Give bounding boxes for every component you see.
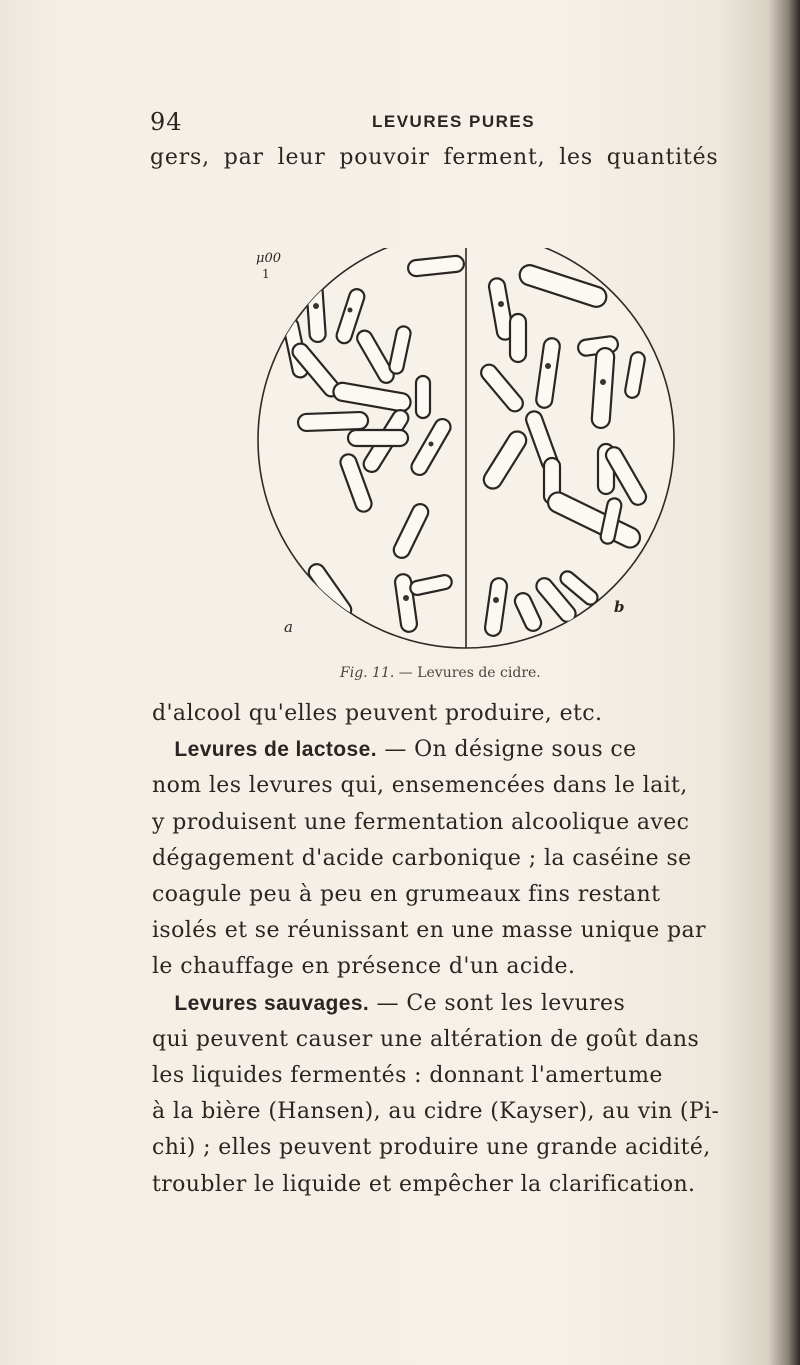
text-line: dégagement d'acide carbonique ; la caséine se: [152, 845, 692, 871]
continuation-line: gers, par leur pouvoir ferment, les quantités: [150, 145, 719, 170]
text-line: troubler le liquide et empêcher la clarification.: [152, 1171, 696, 1197]
sauvages-heading: Levures sauvages.: [174, 991, 370, 1015]
text-line: y produisent une fermentation alcoolique avec: [152, 809, 690, 835]
running-head: [0, 108, 800, 138]
label-a: a: [284, 618, 293, 636]
scale-sublabel: 1: [262, 267, 270, 281]
text-line: — On désigne sous ce: [376, 737, 637, 763]
caption-text: — Levures de cidre.: [394, 665, 541, 681]
paragraph-lactose-first-line: [152, 732, 762, 768]
page-number: 94: [150, 108, 183, 136]
text-line: à la bière (Hansen), au cidre (Kayser), au vin (Pi-: [152, 1099, 720, 1125]
body-text: [152, 696, 762, 1203]
scale-label: μ00: [256, 251, 281, 266]
text-line: qui peuvent causer une altération de goût dans: [152, 1026, 700, 1052]
running-title: LEVURES PURES: [372, 112, 536, 131]
text-line: d'alcool qu'elles peuvent produire, etc.: [152, 701, 603, 726]
figure-caption: [340, 665, 541, 681]
paragraph-sauvages-first-line: [152, 986, 762, 1022]
label-b: b: [614, 598, 625, 616]
yeast-figure: [248, 248, 678, 658]
lactose-heading: Levures de lactose.: [174, 738, 377, 762]
text-line: — Ce sont les levures: [369, 990, 626, 1016]
yeast-illustration: [248, 248, 678, 658]
caption-figure-number: Fig. 11.: [340, 665, 395, 681]
text-line: isolés et se réunissant en une masse unique par: [152, 918, 706, 944]
text-line: le chauffage en présence d'un acide.: [152, 954, 576, 980]
text-line: coagule peu à peu en grumeaux fins restant: [152, 882, 661, 908]
text-line: chi) ; elles peuvent produire une grande acidité,: [152, 1135, 711, 1161]
text-line: les liquides fermentés : donnant l'amertume: [152, 1063, 663, 1089]
text-line: nom les levures qui, ensemencées dans le lait,: [152, 773, 688, 799]
